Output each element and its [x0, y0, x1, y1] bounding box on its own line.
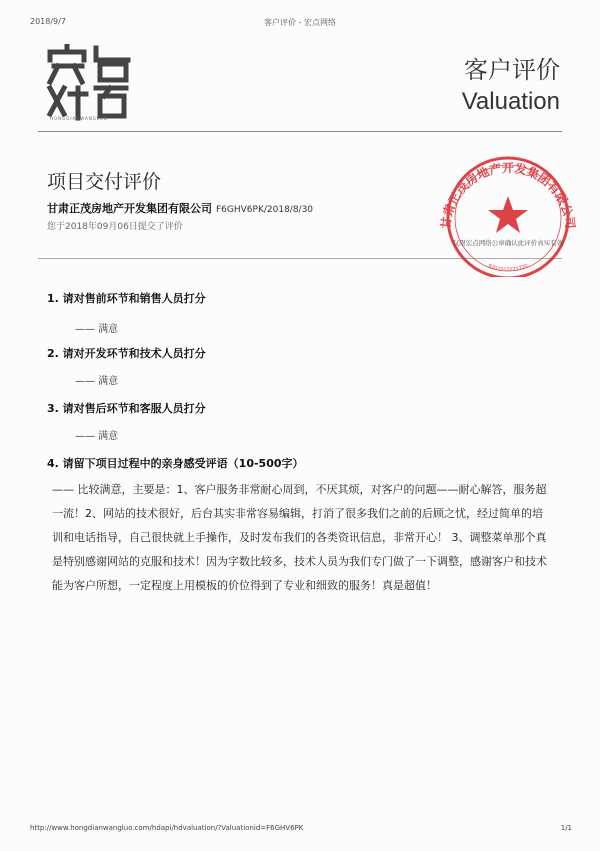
comment-line: 训和电话指导，自己很快就上手操作，及时发布我们的各类资讯信息，非常开心！ 3、调整菜单那个真 [52, 531, 547, 544]
seal-star-icon [488, 196, 528, 233]
question-3: 3. 请对售后环节和客服人员打分 [47, 402, 206, 415]
print-title: 客户评价 - 宏点网络 [264, 18, 336, 27]
company-line [47, 200, 313, 216]
question-4: 4. 请留下项目过程中的亲身感受评语（10-500字） [47, 457, 304, 470]
seal-ring-text: 甘肃正茂房地产开发集团有限公司 [438, 161, 578, 230]
comment-line: 是特别感谢网站的克服和技术！因为字数比较多，技术人员为我们专门做了一下调整，感谢客户和技术 [52, 555, 547, 568]
footer-url: http://www.hongdianwangluo.com/hdapi/hdvaluation/?Valuationid=F6GHV6PK [30, 824, 304, 832]
question-2: 2. 请对开发环节和技术人员打分 [47, 347, 206, 360]
seal-number: 6201011071720 [487, 263, 529, 274]
question-1: 1. 请对售前环节和销售人员打分 [47, 292, 206, 305]
answer-2: —— 满意 [75, 376, 119, 387]
seal-inner-text: 仅限宏点网络公章确认此评价真实有效 [452, 239, 564, 247]
submitted-note: 您于2018年09月06日提交了评价 [47, 222, 183, 232]
page-number: 1/1 [560, 824, 572, 832]
header-divider [38, 131, 562, 132]
comment-line: —— 比较满意，主要是：1、客户服务非常耐心周到，不厌其烦，对客户的问题——耐心解答，服务超 [52, 483, 547, 496]
comment-line: 能为客户所想，一定程度上用模板的价位得到了专业和细致的服务！真是超值！ [52, 579, 437, 592]
section-title: 项目交付评价 [47, 171, 162, 193]
comment-text [52, 478, 557, 598]
print-date: 2018/9/7 [30, 17, 66, 26]
company-seal [428, 152, 588, 277]
comment-line: 一流！2、网站的技术很好，后台其实非常容易编辑，打消了很多我们之前的后顾之忧，经过简单的培 [52, 507, 543, 520]
answer-3: —— 满意 [75, 431, 119, 442]
company-name: 甘肃正茂房地产开发集团有限公司 [47, 202, 212, 215]
reference-code: F6GHV6PK/2018/8/30 [216, 205, 314, 215]
page-subtitle: Valuation [461, 88, 560, 115]
logo-subtext: HONGDIANWANGLUO [50, 116, 108, 121]
answer-1: —— 满意 [75, 324, 119, 335]
company-logo [44, 44, 134, 122]
page-title: 客户评价 [464, 56, 560, 84]
